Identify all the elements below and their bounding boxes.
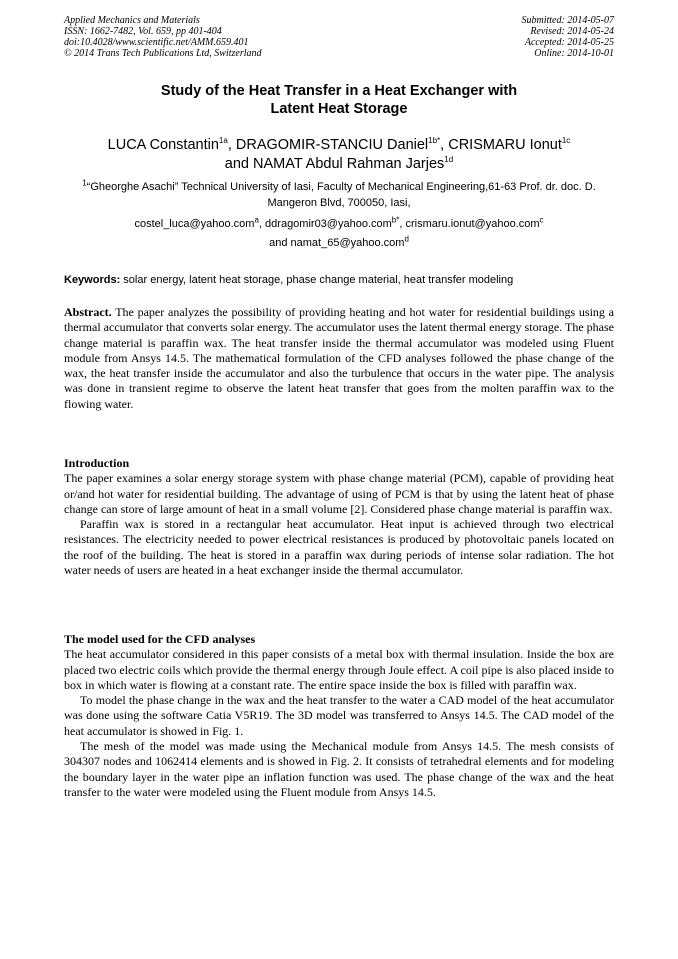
paper-title: [64, 82, 614, 118]
date-online: Online: 2014-10-01: [534, 48, 614, 59]
paragraph: The paper examines a solar energy storage system with phase change material (PCM), capable of providing heat or/and hot water for residential building. The advantage of using of PCM is that by using the latent heat of phase change can store of large amount of heat in a small volume [2]. Considered phase change material is paraffin wax.: [64, 471, 614, 516]
publication-dates: [522, 15, 615, 59]
author-name: LUCA Constantin: [107, 137, 219, 153]
keywords-label: Keywords:: [64, 274, 121, 286]
section-heading: Introduction: [64, 456, 130, 470]
email-superscript: c: [539, 215, 544, 225]
author-name: CRISMARU Ionut: [448, 137, 562, 153]
introduction-section: [64, 456, 614, 578]
email-superscript: a: [254, 215, 259, 225]
author-superscript: 1d: [444, 155, 454, 165]
email-superscript: d: [404, 234, 409, 244]
authors-line-1: [64, 136, 614, 155]
email-address[interactable]: namat_65@yahoo.com: [290, 237, 405, 249]
date-accepted: Accepted: 2014-05-25: [524, 37, 614, 48]
journal-issn: ISSN: 1662-7482, Vol. 659, pp 401-404: [64, 26, 222, 37]
authors-line-2: [64, 155, 614, 174]
email-address[interactable]: ddragomir03@yahoo.com: [265, 218, 392, 230]
email-separator: ,: [399, 218, 406, 230]
affiliation-text: “Gheorghe Asachi” Technical University of Iasi, Faculty of Mechanical Engineering,61-63 Prof. dr. doc. D. Mangeron Blvd, 700050, Iasi,: [86, 181, 596, 209]
journal-name: Applied Mechanics and Materials: [64, 15, 200, 26]
abstract-text: The paper analyzes the possibility of providing heating and hot water for residential buildings using a thermal accumulator that converts solar energy. The accumulator uses the latent thermal energy storage. The phase change material is paraffin wax. The heat transfer inside the thermal accumulator was modeled using Fluent module from Ansys 14.5. The mathematical formulation of the CFD analyses followed the phase change of the wax, the heat transfer inside the accumulator and also the turbulence that occurs in the water pipe. The analysis was done in transient regime to observe the latent heat transfer that goes from the molten paraffin wax to the flowing water.: [64, 305, 614, 411]
journal-doi[interactable]: doi:10.4028/www.scientific.net/AMM.659.401: [64, 37, 249, 48]
paragraph: The mesh of the model was made using the Mechanical module from Ansys 14.5. The mesh consists of 304307 nodes and 1062414 elements and is showed in Fig. 2. It consists of tetrahedral elements and for modeling the boundary layer in the water pipe an inflation function was used. The phase change of the wax and the heat transfer to the water were modeled using the Fluent module from Ansys 14.5.: [64, 739, 614, 799]
author-name: NAMAT Abdul Rahman Jarjes: [253, 156, 445, 172]
section-heading: The model used for the CFD analyses: [64, 632, 256, 646]
email-address[interactable]: costel_luca@yahoo.com: [134, 218, 255, 230]
journal-info: [64, 15, 262, 59]
email-line-1: [64, 216, 614, 232]
author-superscript: 1a: [218, 136, 228, 146]
abstract: [64, 305, 614, 412]
paragraph: Paraffin wax is stored in a rectangular heat accumulator. Heat input is achieved through two electrical resistances. The electricity needed to power electrical resistances is produced by photovoltaic panels located on the roof of the building. The heat is stored in a paraffin wax during periods of intense solar radiation. The hot water needs of users are heated in a heat exchanger inside the thermal accumulator.: [64, 517, 614, 578]
author-superscript: 1b*: [428, 136, 441, 146]
email-superscript: b*: [391, 215, 400, 225]
journal-copyright: © 2014 Trans Tech Publications Ltd, Switzerland: [64, 48, 262, 59]
title-line-1: Study of the Heat Transfer in a Heat Exchanger with: [160, 83, 518, 99]
paragraph: The heat accumulator considered in this paper consists of a metal box with thermal insulation. Inside the box are placed two electric coils which provide the thermal energy through Joule effect. A coil pipe is also placed inside to box in which water is flowing at a constant rate. The entire space inside the box is filled with paraffin wax.: [64, 647, 614, 692]
email-separator: ,: [258, 218, 266, 230]
date-revised: Revised: 2014-05-24: [530, 26, 614, 37]
author-name: DRAGOMIR-STANCIU Daniel: [235, 137, 429, 153]
title-line-2: Latent Heat Storage: [270, 101, 408, 117]
author-superscript: 1c: [561, 136, 571, 146]
author-list: [64, 136, 614, 174]
abstract-label: Abstract.: [64, 305, 112, 319]
email-and: and: [269, 237, 291, 249]
affiliation: [64, 179, 614, 211]
author-separator: ,: [440, 137, 449, 153]
affiliation-block: [64, 179, 614, 251]
affiliation-superscript: 1: [82, 178, 87, 188]
email-address[interactable]: crismaru.ionut@yahoo.com: [405, 218, 540, 230]
keywords-text: solar energy, latent heat storage, phase change material, heat transfer modeling: [120, 274, 514, 286]
model-section: [64, 632, 614, 800]
keywords: [64, 273, 614, 287]
paragraph: To model the phase change in the wax and the heat transfer to the water a CAD model of the heat accumulator was done using the software Catia V5R19. The 3D model was transferred to Ansys 14.5. The CAD model of the heat accumulator is showed in Fig. 1.: [64, 693, 614, 738]
author-and: and: [224, 156, 254, 172]
email-line-2: [64, 235, 614, 251]
author-separator: ,: [227, 137, 236, 153]
date-submitted: Submitted: 2014-05-07: [521, 15, 614, 26]
